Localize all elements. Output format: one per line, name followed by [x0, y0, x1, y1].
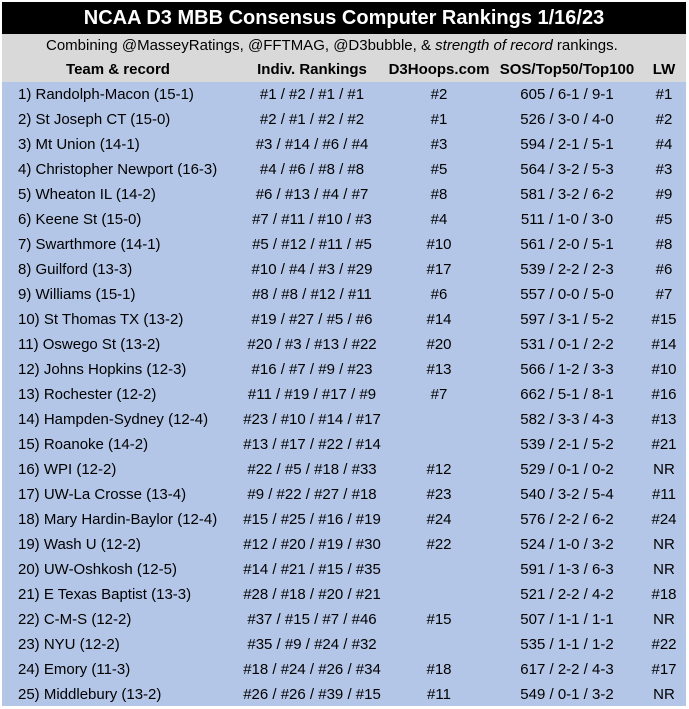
team-cell: 15) Roanoke (14-2): [18, 436, 149, 453]
lw-cell: #16: [651, 386, 677, 403]
table-row: [2, 582, 686, 607]
table-row: [2, 482, 686, 507]
sos-cell: 529 / 0-1 / 0-2: [520, 461, 614, 478]
table-row: [2, 657, 686, 682]
d3hoops-cell: #1: [430, 111, 448, 128]
table-row: [2, 432, 686, 457]
indiv-rankings-cell: #6 / #13 / #4 / #7: [255, 186, 369, 203]
sos-cell: 594 / 2-1 / 5-1: [520, 136, 614, 153]
lw-cell: #9: [655, 186, 673, 203]
indiv-rankings-cell: #22 / #5 / #18 / #33: [247, 461, 377, 478]
sos-cell: 507 / 1-1 / 1-1: [520, 611, 614, 628]
table-title: NCAA D3 MBB Consensus Computer Rankings 1/16/23: [2, 2, 686, 34]
sos-cell: 531 / 0-1 / 2-2: [520, 336, 614, 353]
d3hoops-cell: #4: [430, 211, 448, 228]
lw-cell: #21: [651, 436, 677, 453]
d3hoops-cell: #5: [430, 161, 448, 178]
team-cell: 5) Wheaton IL (14-2): [18, 186, 156, 203]
sos-cell: 617 / 2-2 / 4-3: [520, 661, 614, 678]
team-cell: 19) Wash U (12-2): [18, 536, 141, 553]
d3hoops-cell: #13: [426, 361, 452, 378]
lw-cell: #15: [651, 311, 677, 328]
d3hoops-cell: #18: [426, 661, 452, 678]
team-cell: 6) Keene St (15-0): [18, 211, 142, 228]
lw-cell: #14: [651, 336, 677, 353]
subtitle-text: [46, 34, 618, 58]
d3hoops-cell: #7: [430, 386, 448, 403]
indiv-rankings-cell: #20 / #3 / #13 / #22: [247, 336, 377, 353]
d3hoops-cell: #14: [426, 311, 452, 328]
d3hoops-cell: #3: [430, 136, 448, 153]
table-row: [2, 557, 686, 582]
lw-cell: NR: [653, 561, 675, 578]
table-subtitle: [2, 34, 686, 58]
table-row: [2, 357, 686, 382]
table-row: [2, 457, 686, 482]
sos-cell: 521 / 2-2 / 4-2: [520, 586, 614, 603]
lw-cell: #1: [655, 86, 673, 103]
sos-cell: 539 / 2-1 / 5-2: [520, 436, 614, 453]
lw-cell: #5: [655, 211, 673, 228]
table-row: [2, 282, 686, 307]
team-cell: 12) Johns Hopkins (12-3): [18, 361, 187, 378]
lw-cell: NR: [653, 686, 675, 703]
team-cell: 7) Swarthmore (14-1): [18, 236, 161, 253]
indiv-rankings-cell: #28 / #18 / #20 / #21: [243, 586, 381, 603]
indiv-rankings-cell: #10 / #4 / #3 / #29: [251, 261, 373, 278]
lw-cell: #7: [655, 286, 673, 303]
d3hoops-cell: #12: [426, 461, 452, 478]
lw-cell: #17: [651, 661, 677, 678]
table-row: [2, 232, 686, 257]
indiv-rankings-cell: #4 / #6 / #8 / #8: [259, 161, 365, 178]
rankings-table: [2, 2, 686, 706]
team-cell: 13) Rochester (12-2): [18, 386, 157, 403]
d3hoops-cell: #10: [426, 236, 452, 253]
table-row: [2, 507, 686, 532]
team-cell: 11) Oswego St (13-2): [18, 336, 161, 353]
sos-cell: 605 / 6-1 / 9-1: [520, 86, 614, 103]
lw-cell: NR: [653, 611, 675, 628]
indiv-rankings-cell: #3 / #14 / #6 / #4: [255, 136, 369, 153]
lw-cell: #4: [655, 136, 673, 153]
indiv-rankings-cell: #14 / #21 / #15 / #35: [243, 561, 381, 578]
team-cell: 24) Emory (11-3): [18, 661, 131, 678]
team-cell: 3) Mt Union (14-1): [18, 136, 140, 153]
lw-cell: #22: [651, 636, 677, 653]
d3hoops-cell: #17: [426, 261, 452, 278]
table-row: [2, 382, 686, 407]
lw-cell: #3: [655, 161, 673, 178]
d3hoops-cell: #15: [426, 611, 452, 628]
header-d3hoops: D3Hoops.com: [388, 61, 490, 78]
team-cell: 22) C-M-S (12-2): [18, 611, 132, 628]
indiv-rankings-cell: #2 / #1 / #2 / #2: [259, 111, 365, 128]
lw-cell: #2: [655, 111, 673, 128]
subtitle-suffix: rankings.: [552, 37, 618, 54]
team-cell: 18) Mary Hardin-Baylor (12-4): [18, 511, 218, 528]
indiv-rankings-cell: #26 / #26 / #39 / #15: [243, 686, 381, 703]
team-cell: 8) Guilford (13-3): [18, 261, 133, 278]
subtitle-italic: strength of record: [435, 37, 553, 54]
indiv-rankings-cell: #5 / #12 / #11 / #5: [252, 236, 372, 253]
team-cell: 14) Hampden-Sydney (12-4): [18, 411, 209, 428]
table-row: [2, 157, 686, 182]
d3hoops-cell: #22: [426, 536, 452, 553]
sos-cell: 540 / 3-2 / 5-4: [520, 486, 614, 503]
subtitle-prefix: Combining @MasseyRatings, @FFTMAG, @D3bubble, &: [46, 37, 436, 54]
lw-cell: #6: [655, 261, 673, 278]
lw-cell: #8: [655, 236, 673, 253]
sos-cell: 549 / 0-1 / 3-2: [520, 686, 614, 703]
sos-cell: 591 / 1-3 / 6-3: [520, 561, 614, 578]
indiv-rankings-cell: #11 / #19 / #17 / #9: [247, 386, 377, 403]
table-row: [2, 82, 686, 107]
team-cell: 23) NYU (12-2): [18, 636, 120, 653]
column-header-row: [2, 58, 686, 82]
table-row: [2, 132, 686, 157]
lw-cell: NR: [653, 461, 675, 478]
header-sos: SOS/Top50/Top100: [499, 61, 635, 78]
indiv-rankings-cell: #1 / #2 / #1 / #1: [259, 86, 365, 103]
indiv-rankings-cell: #35 / #9 / #24 / #32: [247, 636, 377, 653]
table-row: [2, 307, 686, 332]
team-cell: 2) St Joseph CT (15-0): [18, 111, 171, 128]
sos-cell: 662 / 5-1 / 8-1: [520, 386, 614, 403]
table-row: [2, 407, 686, 432]
sos-cell: 581 / 3-2 / 6-2: [520, 186, 614, 203]
lw-cell: #10: [651, 361, 677, 378]
lw-cell: #24: [651, 511, 677, 528]
indiv-rankings-cell: #23 / #10 / #14 / #17: [243, 411, 381, 428]
d3hoops-cell: #6: [430, 286, 448, 303]
table-body: [2, 82, 686, 707]
indiv-rankings-cell: #15 / #25 / #16 / #19: [243, 511, 381, 528]
indiv-rankings-cell: #9 / #22 / #27 / #18: [247, 486, 377, 503]
header-team: Team & record: [66, 61, 170, 78]
sos-cell: 597 / 3-1 / 5-2: [520, 311, 614, 328]
d3hoops-cell: #8: [430, 186, 448, 203]
team-cell: 9) Williams (15-1): [18, 286, 136, 303]
sos-cell: 576 / 2-2 / 6-2: [520, 511, 614, 528]
indiv-rankings-cell: #12 / #20 / #19 / #30: [243, 536, 381, 553]
d3hoops-cell: #24: [426, 511, 452, 528]
sos-cell: 557 / 0-0 / 5-0: [520, 286, 614, 303]
indiv-rankings-cell: #19 / #27 / #5 / #6: [251, 311, 373, 328]
indiv-rankings-cell: #18 / #24 / #26 / #34: [243, 661, 381, 678]
table-row: [2, 207, 686, 232]
team-cell: 17) UW-La Crosse (13-4): [18, 486, 187, 503]
header-indiv-rankings: Indiv. Rankings: [257, 61, 367, 78]
table-row: [2, 182, 686, 207]
d3hoops-cell: #2: [430, 86, 448, 103]
sos-cell: 526 / 3-0 / 4-0: [520, 111, 614, 128]
indiv-rankings-cell: #37 / #15 / #7 / #46: [247, 611, 377, 628]
sos-cell: 539 / 2-2 / 2-3: [520, 261, 614, 278]
team-cell: 10) St Thomas TX (13-2): [18, 311, 184, 328]
table-row: [2, 107, 686, 132]
table-row: [2, 607, 686, 632]
indiv-rankings-cell: #13 / #17 / #22 / #14: [243, 436, 381, 453]
lw-cell: #13: [651, 411, 677, 428]
team-cell: 21) E Texas Baptist (13-3): [18, 586, 192, 603]
team-cell: 16) WPI (12-2): [18, 461, 117, 478]
team-cell: 20) UW-Oshkosh (12-5): [18, 561, 177, 578]
sos-cell: 561 / 2-0 / 5-1: [520, 236, 614, 253]
table-row: [2, 632, 686, 657]
sos-cell: 566 / 1-2 / 3-3: [520, 361, 614, 378]
table-row: [2, 532, 686, 557]
d3hoops-cell: #20: [426, 336, 452, 353]
team-cell: 1) Randolph-Macon (15-1): [18, 86, 194, 103]
team-cell: 4) Christopher Newport (16-3): [18, 161, 218, 178]
table-row: [2, 257, 686, 282]
table-row: [2, 682, 686, 707]
lw-cell: #18: [651, 586, 677, 603]
indiv-rankings-cell: #8 / #8 / #12 / #11: [252, 286, 372, 303]
lw-cell: NR: [653, 536, 675, 553]
indiv-rankings-cell: #7 / #11 / #10 / #3: [252, 211, 372, 228]
table-row: [2, 332, 686, 357]
sos-cell: 524 / 1-0 / 3-2: [520, 536, 614, 553]
lw-cell: #11: [652, 486, 676, 503]
sos-cell: 511 / 1-0 / 3-0: [520, 211, 614, 228]
sos-cell: 535 / 1-1 / 1-2: [520, 636, 614, 653]
indiv-rankings-cell: #16 / #7 / #9 / #23: [251, 361, 373, 378]
d3hoops-cell: #11: [427, 686, 451, 703]
sos-cell: 582 / 3-3 / 4-3: [520, 411, 614, 428]
d3hoops-cell: #23: [426, 486, 452, 503]
sos-cell: 564 / 3-2 / 5-3: [520, 161, 614, 178]
header-lw: LW: [652, 61, 676, 78]
team-cell: 25) Middlebury (13-2): [18, 686, 162, 703]
